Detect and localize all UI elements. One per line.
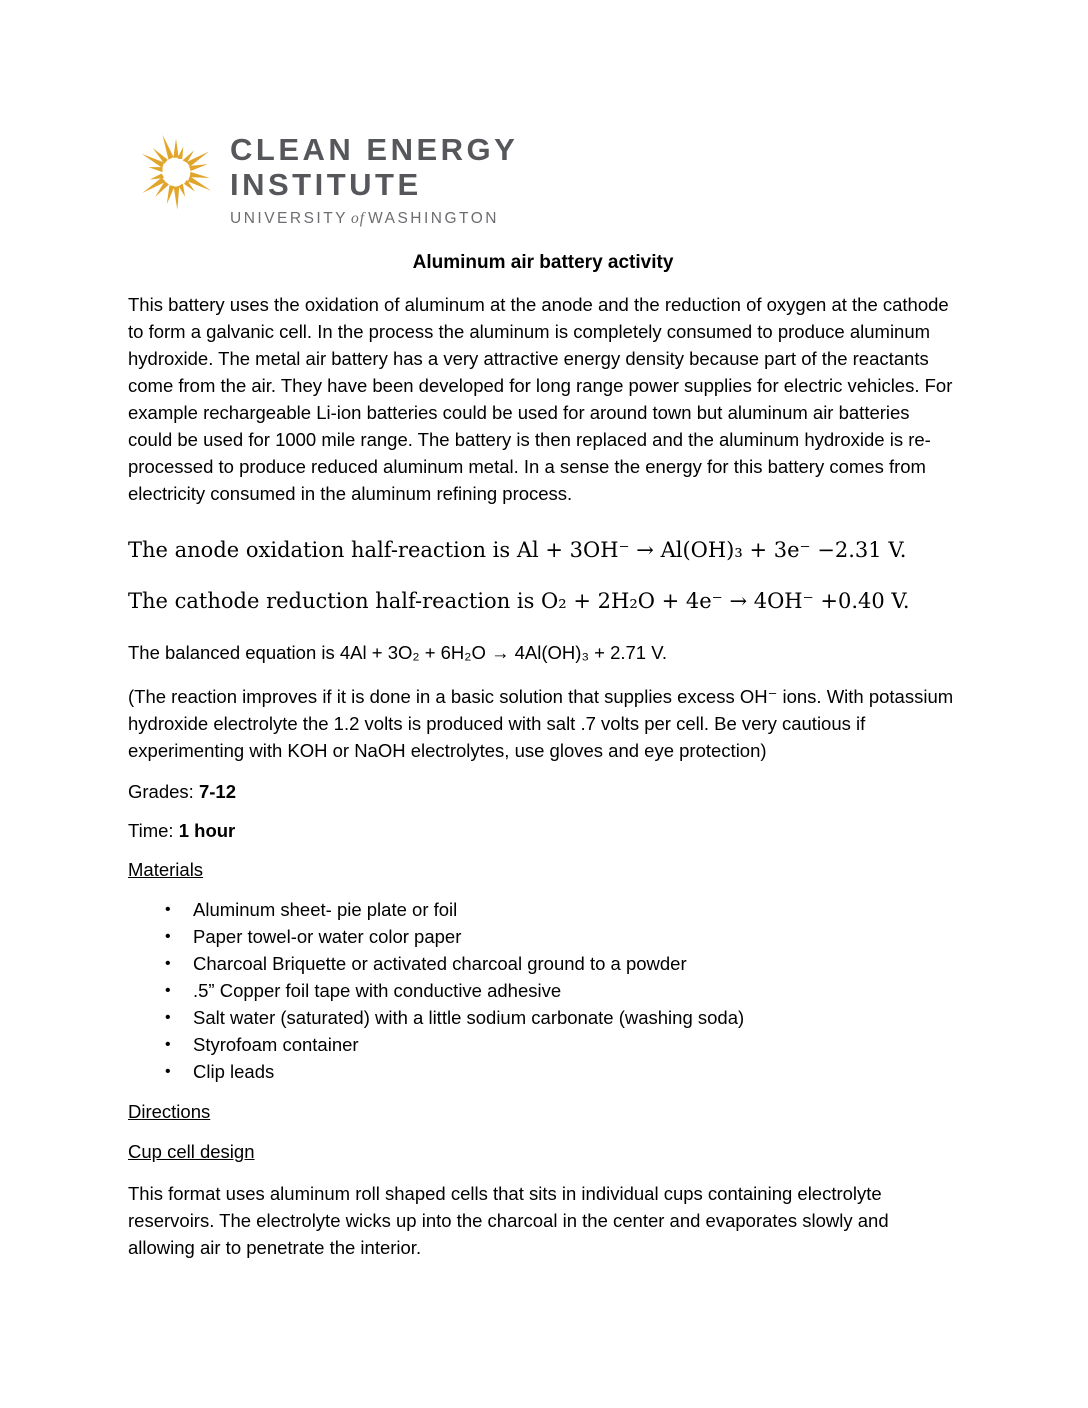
materials-list-item — [128, 950, 958, 977]
sunburst-logo-icon — [132, 126, 220, 218]
materials-item-text: Charcoal Briquette or activated charcoal ground to a powder — [193, 953, 687, 974]
materials-list-item — [128, 1004, 958, 1031]
intro-paragraph: This battery uses the oxidation of aluminum at the anode and the reduction of oxygen at the cathode to form a galvanic cell. In the process the aluminum is completely consumed to produce aluminum hydroxide. The metal air battery has a very attractive energy density because part of the reactants come from the air. They have been developed for long range power supplies for electric vehicles. For example rechargeable Li-ion batteries could be used for around town but aluminum air batteries could be used for 1000 mile range. The battery is then replaced and the aluminum hydroxide is re-processed to produce reduced aluminum metal. In a sense the energy for this battery comes from electricity consumed in the aluminum refining process. — [128, 294, 953, 504]
time-label: Time: — [128, 820, 179, 841]
bullet-icon: • — [165, 955, 171, 972]
logo-university-line — [230, 210, 518, 228]
directions-heading: Directions — [128, 1101, 211, 1122]
bullet-icon: • — [165, 928, 171, 945]
cup-cell-design-heading: Cup cell design — [128, 1141, 255, 1162]
materials-heading: Materials — [128, 859, 204, 880]
bullet-icon: • — [165, 982, 171, 999]
materials-list-item — [128, 923, 958, 950]
logo-org-line2: INSTITUTE — [230, 167, 422, 202]
time-line — [128, 817, 958, 844]
bullet-icon: • — [165, 901, 171, 918]
clean-energy-institute-logo — [132, 126, 958, 228]
university-pre: UNIVERSITY — [230, 210, 349, 227]
anode-half-reaction: The anode oxidation half-reaction is Al + 3OH⁻ → Al(OH)₃ + 3e⁻ −2.31 V. — [128, 538, 907, 562]
materials-item-text: .5” Copper foil tape with conductive adhesive — [193, 980, 562, 1001]
safety-note: (The reaction improves if it is done in a basic solution that supplies excess OH⁻ ions. With potassium hydroxide electrolyte the 1.2 volts is produced with salt .7 volts per cell. Be very cautious if experimenting with KOH or NaOH electrolytes, use gloves and eye protection) — [128, 686, 954, 761]
materials-list-item — [128, 1058, 958, 1085]
materials-list — [128, 896, 958, 1085]
materials-item-text: Styrofoam container — [193, 1034, 359, 1055]
grades-line — [128, 778, 958, 805]
materials-list-item — [128, 977, 958, 1004]
grades-label: Grades: — [128, 781, 199, 802]
cup-cell-paragraph: This format uses aluminum roll shaped cells that sits in individual cups containing electrolyte reservoirs. The electrolyte wicks up into the charcoal in the center and evaporates slowly and allowing air to penetrate the interior. — [128, 1183, 889, 1258]
bullet-icon: • — [165, 1036, 171, 1053]
bullet-icon: • — [165, 1009, 171, 1026]
materials-item-text: Salt water (saturated) with a little sodium carbonate (washing soda) — [193, 1007, 745, 1028]
grades-value: 7-12 — [198, 781, 236, 802]
logo-org-line1: CLEAN ENERGY — [230, 132, 519, 167]
bullet-icon: • — [165, 1063, 171, 1080]
materials-item-text: Paper towel-or water color paper — [193, 926, 462, 947]
university-of: of — [351, 210, 366, 227]
materials-list-item — [128, 1031, 958, 1058]
time-value: 1 hour — [178, 820, 236, 841]
materials-item-text: Clip leads — [193, 1061, 275, 1082]
materials-item-text: Aluminum sheet- pie plate or foil — [193, 899, 458, 920]
balanced-equation: The balanced equation is 4Al + 3O₂ + 6H₂O → 4Al(OH)₃ + 2.71 V. — [128, 642, 667, 663]
document-title: Aluminum air battery activity — [412, 252, 674, 273]
university-post: WASHINGTON — [368, 210, 499, 227]
cathode-half-reaction: The cathode reduction half-reaction is O₂ + 2H₂O + 4e⁻ → 4OH⁻ +0.40 V. — [128, 589, 910, 613]
materials-list-item — [128, 896, 958, 923]
logo-wordmark — [230, 126, 518, 228]
